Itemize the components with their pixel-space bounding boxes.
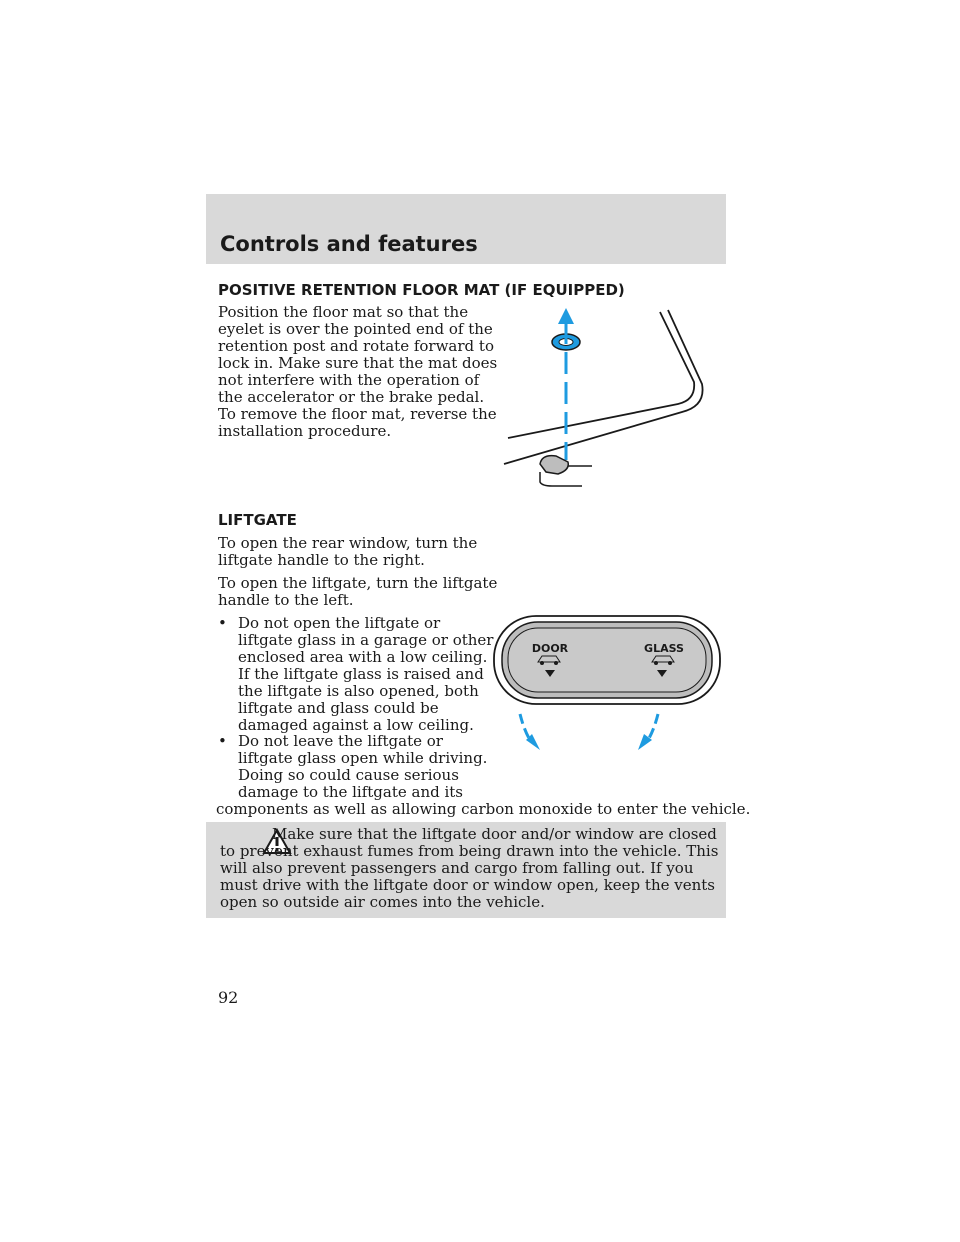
bullet-marker: • xyxy=(218,732,227,750)
floor-mat-instructions: Position the floor mat so that the eyelet is over the pointed end of the retention post and rotate forward to lock in. Make sure that the mat does not interfere with the operation of the accelerator or the brake pedal. To remove the floor mat, reverse the installation procedure. xyxy=(218,303,498,440)
liftgate-caution-bullet-1 xyxy=(218,615,498,737)
bullet-marker: • xyxy=(218,614,227,632)
liftgate-heading: LIFTGATE xyxy=(218,511,297,529)
liftgate-door-instruction: To open the liftgate, turn the liftgate handle to the left. xyxy=(218,574,498,609)
bullet-text-continuation: components as well as allowing carbon monoxide to enter the vehicle. xyxy=(216,800,751,818)
floor-mat-heading: POSITIVE RETENTION FLOOR MAT (IF EQUIPPED) xyxy=(218,281,625,299)
warning-box xyxy=(206,822,726,918)
glass-label: GLASS xyxy=(644,642,684,655)
page-number: 92 xyxy=(218,988,239,1007)
liftgate-window-instruction: To open the rear window, turn the liftgate handle to the right. xyxy=(218,534,478,569)
door-label: DOOR xyxy=(531,642,569,655)
liftgate-handle-illustration xyxy=(492,612,724,762)
floor-mat-illustration xyxy=(496,304,716,494)
section-header-band xyxy=(206,194,726,264)
bullet-text: Do not leave the liftgate or liftgate glass open while driving. Doing so could cause serious damage to the liftgate and its xyxy=(238,732,488,801)
section-title: Controls and features xyxy=(220,232,478,256)
bullet-text: Do not open the liftgate or liftgate glass in a garage or other enclosed area with a low ceiling. If the liftgate glass is raised and the liftgate is also opened, both liftgate and glass could be damaged against a low ceiling. xyxy=(238,614,494,734)
warning-text: Make sure that the liftgate door and/or window are closed to prevent exhaust fumes from being drawn into the vehicle. This will also prevent passengers and cargo from falling out. If you must drive with the liftgate door or window open, keep the vents open so outside air comes into the vehicle. xyxy=(220,825,719,911)
